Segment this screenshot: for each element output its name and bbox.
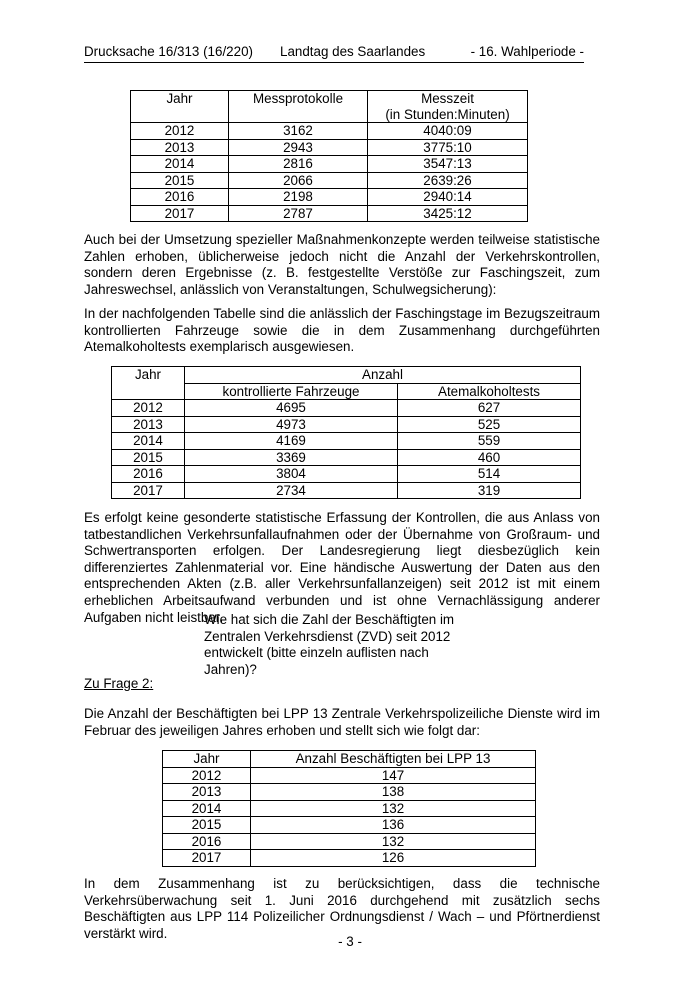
cell-breath-tests: 460 xyxy=(398,449,581,466)
table-header-row xyxy=(163,751,536,768)
table-row xyxy=(112,449,581,466)
table-row xyxy=(163,833,536,850)
cell-year: 2015 xyxy=(131,172,229,189)
paragraph-carnival-intro: In der nachfolgenden Tabelle sind die anlässlich der Faschingstage im Bezugszeitraum kontrollierten Fahrzeuge sowie die in dem Zusammenhang durchgeführten Atemalkoholtests exemplarisch ausgewiesen. xyxy=(84,306,600,355)
cell-time: 2639:26 xyxy=(368,172,528,189)
cell-year: 2017 xyxy=(112,482,185,499)
cell-year: 2012 xyxy=(112,400,185,417)
table-row xyxy=(131,156,528,173)
table-row xyxy=(131,172,528,189)
page-header xyxy=(84,44,584,63)
cell-year: 2014 xyxy=(112,433,185,450)
table-row xyxy=(163,767,536,784)
cell-year: 2014 xyxy=(163,800,251,817)
cell-vehicles: 4169 xyxy=(185,433,398,450)
col-header-count: Anzahl xyxy=(185,367,581,384)
cell-year: 2016 xyxy=(131,189,229,206)
cell-breath-tests: 559 xyxy=(398,433,581,450)
parliament-name: Landtag des Saarlandes xyxy=(280,44,426,59)
table-row xyxy=(112,416,581,433)
cell-year: 2015 xyxy=(163,817,251,834)
col-header-time-label: Messzeit xyxy=(421,91,474,106)
table-row xyxy=(112,466,581,483)
table-row xyxy=(163,800,536,817)
cell-vehicles: 3369 xyxy=(185,449,398,466)
cell-breath-tests: 319 xyxy=(398,482,581,499)
cell-breath-tests: 525 xyxy=(398,416,581,433)
page-number: - 3 - xyxy=(338,934,362,949)
question-2: Wie hat sich die Zahl der Beschäftigten im Zentralen Verkehrsdienst (ZVD) seit 2012 entwickelt (bitte einzeln auflisten nach Jahren)? xyxy=(204,612,455,677)
table-row xyxy=(163,817,536,834)
col-header-time-unit: (in Stunden:Minuten) xyxy=(385,106,510,122)
carnival-controls-table xyxy=(111,366,581,499)
cell-employees: 132 xyxy=(251,833,536,850)
cell-year: 2016 xyxy=(112,466,185,483)
cell-employees: 136 xyxy=(251,817,536,834)
cell-year: 2012 xyxy=(131,123,229,140)
cell-year: 2013 xyxy=(112,416,185,433)
cell-employees: 147 xyxy=(251,767,536,784)
cell-year: 2016 xyxy=(163,833,251,850)
cell-year: 2013 xyxy=(163,784,251,801)
table-row xyxy=(163,850,536,867)
table-row xyxy=(112,400,581,417)
col-header-vehicles: kontrollierte Fahrzeuge xyxy=(185,383,398,400)
cell-breath-tests: 514 xyxy=(398,466,581,483)
legislative-period: - 16. Wahlperiode - xyxy=(470,44,584,59)
col-header-year: Jahr xyxy=(131,91,229,123)
cell-protocols: 2198 xyxy=(229,189,368,206)
doc-reference: Drucksache 16/313 (16/220) xyxy=(84,44,253,59)
table-row xyxy=(163,784,536,801)
cell-protocols: 3162 xyxy=(229,123,368,140)
cell-vehicles: 3804 xyxy=(185,466,398,483)
cell-time: 3547:13 xyxy=(368,156,528,173)
col-header-year: Jahr xyxy=(112,367,185,400)
col-header-protocols: Messprotokolle xyxy=(229,91,368,123)
cell-year: 2014 xyxy=(131,156,229,173)
table-row xyxy=(131,139,528,156)
measurement-table xyxy=(130,90,528,222)
paragraph-employees-intro: Die Anzahl der Beschäftigten bei LPP 13 Zentrale Verkehrspolizeiliche Dienste wird im Februar des jeweiligen Jahres erhoben und stellt sich wie folgt dar: xyxy=(84,706,600,738)
col-header-employees: Anzahl Beschäftigten bei LPP 13 xyxy=(251,751,536,768)
col-header-year: Jahr xyxy=(163,751,251,768)
section-title-answer-2: Zu Frage 2: xyxy=(84,676,154,691)
table-header-row xyxy=(131,91,528,123)
cell-employees: 126 xyxy=(251,850,536,867)
cell-year: 2013 xyxy=(131,139,229,156)
col-header-time xyxy=(368,91,528,123)
table-row xyxy=(131,205,528,222)
cell-time: 2940:14 xyxy=(368,189,528,206)
table-header-row xyxy=(112,367,581,384)
table-row xyxy=(131,123,528,140)
table-row xyxy=(131,189,528,206)
cell-protocols: 2816 xyxy=(229,156,368,173)
cell-year: 2015 xyxy=(112,449,185,466)
cell-protocols: 2787 xyxy=(229,205,368,222)
cell-protocols: 2943 xyxy=(229,139,368,156)
employees-table xyxy=(162,750,536,867)
cell-time: 3425:12 xyxy=(368,205,528,222)
cell-year: 2017 xyxy=(163,850,251,867)
col-header-breath-tests: Atemalkoholtests xyxy=(398,383,581,400)
table-row xyxy=(112,433,581,450)
cell-vehicles: 4973 xyxy=(185,416,398,433)
cell-employees: 138 xyxy=(251,784,536,801)
cell-employees: 132 xyxy=(251,800,536,817)
cell-year: 2012 xyxy=(163,767,251,784)
paragraph-special-measures: Auch bei der Umsetzung spezieller Maßnahmenkonzepte werden teilweise statistische Zahlen erhoben, üblicherweise jedoch nicht die Anzahl der Verkehrskontrollen, sondern deren Ergebnisse (z. B. festgestellte Verstöße zur Faschingszeit, zum Jahreswechsel, anlässlich von Veranstaltungen, Schulwegsicherung): xyxy=(84,232,600,297)
cell-time: 4040:09 xyxy=(368,123,528,140)
paragraph-no-statistics: Es erfolgt keine gesonderte statistische Erfassung der Kontrollen, die aus Anlass von tatbestandlichen Verkehrsunfallaufnahmen oder der Übernahme von Großraum- und Schwertransporten erfolgen. Der Landesregierung liegt diesbezüglich kein differenziertes Zahlenmaterial vor. Eine händische Auswertung der Daten aus den entsprechenden Akten (z.B. aller Verkehrsunfallanzeigen) seit 2012 ist mit einem erheblichen Arbeitsaufwand verbunden und ist ohne Vernachlässigung anderer Aufgaben nicht leistbar. xyxy=(84,510,600,625)
cell-breath-tests: 627 xyxy=(398,400,581,417)
cell-time: 3775:10 xyxy=(368,139,528,156)
table-row xyxy=(112,482,581,499)
cell-protocols: 2066 xyxy=(229,172,368,189)
cell-vehicles: 4695 xyxy=(185,400,398,417)
cell-year: 2017 xyxy=(131,205,229,222)
paragraph-traffic-surveillance: In dem Zusammenhang ist zu berücksichtigen, dass die technische Verkehrsüberwachung seit 1. Juni 2016 durchgehend mit zusätzlich sechs Beschäftigten aus LPP 114 Polizeilicher Ordnungsdienst / Wach – und Pförtnerdienst verstärkt wird. xyxy=(84,876,600,941)
cell-vehicles: 2734 xyxy=(185,482,398,499)
